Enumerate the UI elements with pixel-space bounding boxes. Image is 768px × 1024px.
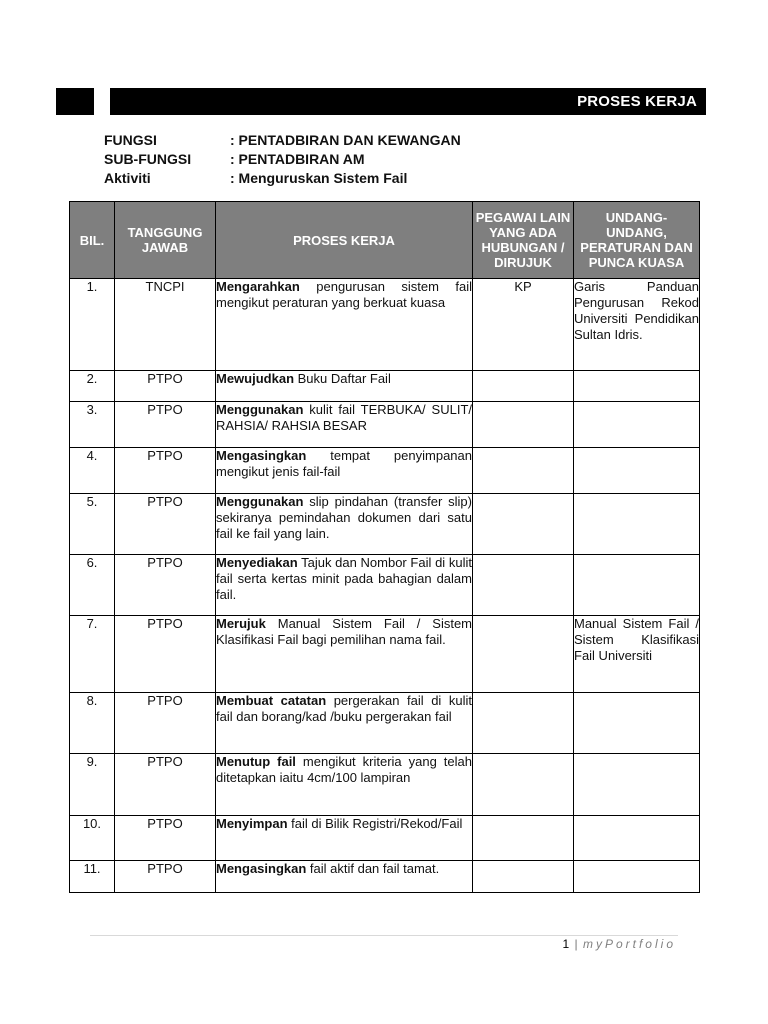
- action-detail: kulit fail TERBUKA/ SULIT/ RAHSIA/ RAHSIA BESAR: [216, 402, 472, 433]
- action-verb: Menggunakan: [216, 494, 304, 509]
- table-row: [70, 861, 700, 893]
- cell-tanggung-jawab: PTPO: [115, 861, 216, 893]
- action-detail: Buku Daftar Fail: [294, 371, 391, 386]
- table-row: [70, 494, 700, 555]
- action-verb: Menyimpan: [216, 816, 288, 831]
- cell-undang-undang: [574, 555, 700, 616]
- table-header-row: [70, 202, 700, 279]
- action-verb: Mengasingkan: [216, 448, 307, 463]
- page-title: PROSES KERJA: [577, 93, 697, 110]
- cell-undang-undang: [574, 754, 700, 816]
- action-verb: Mengarahkan: [216, 279, 300, 294]
- cell-tanggung-jawab: PTPO: [115, 555, 216, 616]
- cell-pegawai: [473, 616, 574, 693]
- cell-pegawai: [473, 693, 574, 754]
- cell-bil: 8.: [70, 693, 115, 754]
- cell-proses-kerja: [216, 754, 473, 816]
- cell-undang-undang: [574, 693, 700, 754]
- cell-pegawai: [473, 402, 574, 448]
- cell-bil: 1.: [70, 279, 115, 371]
- cell-pegawai: [473, 861, 574, 893]
- cell-undang-undang: [574, 448, 700, 494]
- action-verb: Menggunakan: [216, 402, 304, 417]
- cell-bil: 10.: [70, 816, 115, 861]
- cell-undang-undang: [574, 494, 700, 555]
- cell-bil: 6.: [70, 555, 115, 616]
- cell-pegawai: [473, 816, 574, 861]
- action-detail: pergerakan fail di kulit fail dan borang/kad /buku pergerakan fail: [216, 693, 472, 724]
- cell-pegawai: [473, 754, 574, 816]
- action-verb: Menutup fail: [216, 754, 296, 769]
- page-number: 1: [562, 937, 570, 951]
- table-row: [70, 754, 700, 816]
- cell-undang-undang: [574, 861, 700, 893]
- header-proses-kerja: PROSES KERJA: [216, 202, 473, 279]
- action-verb: Merujuk: [216, 616, 266, 631]
- cell-pegawai: [473, 555, 574, 616]
- cell-bil: 2.: [70, 371, 115, 402]
- header-tanggung-jawab: TANGGUNG JAWAB: [115, 202, 216, 279]
- cell-proses-kerja: [216, 494, 473, 555]
- action-detail: tempat penyimpanan mengikut jenis fail-fail: [216, 448, 472, 479]
- cell-tanggung-jawab: PTPO: [115, 371, 216, 402]
- meta-value: : PENTADBIRAN DAN KEWANGAN: [230, 132, 461, 148]
- action-detail: pengurusan sistem fail mengikut peraturan yang berkuat kuasa: [216, 279, 472, 310]
- meta-row-aktiviti: [104, 169, 461, 188]
- cell-proses-kerja: [216, 448, 473, 494]
- action-detail: slip pindahan (transfer slip) sekiranya pemindahan dokumen dari satu fail ke fail yang lain.: [216, 494, 472, 541]
- action-detail: mengikut kriteria yang telah ditetapkan iaitu 4cm/100 lampiran: [216, 754, 472, 785]
- meta-key: Aktiviti: [104, 170, 151, 186]
- header-undang-undang: UNDANG-UNDANG, PERATURAN DAN PUNCA KUASA: [574, 202, 700, 279]
- cell-pegawai: [473, 494, 574, 555]
- process-table: [69, 201, 700, 893]
- table-row: [70, 402, 700, 448]
- table-row: [70, 371, 700, 402]
- meta-value: : Menguruskan Sistem Fail: [230, 170, 408, 186]
- footer-separator: |: [574, 937, 578, 951]
- cell-undang-undang: [574, 816, 700, 861]
- cell-bil: 11.: [70, 861, 115, 893]
- cell-pegawai: [473, 448, 574, 494]
- cell-proses-kerja: [216, 402, 473, 448]
- corner-block: [56, 88, 94, 115]
- meta-key: FUNGSI: [104, 132, 157, 148]
- cell-tanggung-jawab: PTPO: [115, 816, 216, 861]
- meta-row-fungsi: [104, 131, 461, 150]
- action-detail: fail aktif dan fail tamat.: [306, 861, 440, 876]
- cell-bil: 5.: [70, 494, 115, 555]
- cell-proses-kerja: [216, 616, 473, 693]
- cell-bil: 4.: [70, 448, 115, 494]
- table-row: [70, 279, 700, 371]
- cell-tanggung-jawab: TNCPI: [115, 279, 216, 371]
- page-header-bar: [110, 88, 706, 115]
- cell-undang-undang: Manual Sistem Fail / Sistem Klasifikasi Fail Universiti: [574, 616, 700, 693]
- document-meta: [104, 131, 461, 188]
- cell-undang-undang: Garis Panduan Pengurusan Rekod Universiti Pendidikan Sultan Idris.: [574, 279, 700, 371]
- action-detail: fail di Bilik Registri/Rekod/Fail: [287, 816, 463, 831]
- action-detail: Tajuk dan Nombor Fail di kulit fail serta kertas minit pada bahagian dalam fail.: [216, 555, 472, 602]
- action-verb: Menyediakan: [216, 555, 298, 570]
- table-row: [70, 816, 700, 861]
- cell-tanggung-jawab: PTPO: [115, 402, 216, 448]
- cell-tanggung-jawab: PTPO: [115, 616, 216, 693]
- cell-tanggung-jawab: PTPO: [115, 494, 216, 555]
- cell-proses-kerja: [216, 861, 473, 893]
- cell-tanggung-jawab: PTPO: [115, 448, 216, 494]
- meta-row-sub-fungsi: [104, 150, 461, 169]
- cell-proses-kerja: [216, 279, 473, 371]
- cell-undang-undang: [574, 371, 700, 402]
- header-bil: BIL.: [70, 202, 115, 279]
- cell-bil: 3.: [70, 402, 115, 448]
- cell-proses-kerja: [216, 371, 473, 402]
- action-detail: Manual Sistem Fail / Sistem Klasifikasi Fail bagi pemilihan nama fail.: [216, 616, 472, 647]
- cell-proses-kerja: [216, 816, 473, 861]
- cell-tanggung-jawab: PTPO: [115, 754, 216, 816]
- cell-proses-kerja: [216, 693, 473, 754]
- action-verb: Mewujudkan: [216, 371, 295, 386]
- cell-bil: 7.: [70, 616, 115, 693]
- table-row: [70, 616, 700, 693]
- footer-brand: myPortfolio: [582, 937, 676, 951]
- action-verb: Membuat catatan: [216, 693, 327, 708]
- cell-pegawai: KP: [473, 279, 574, 371]
- cell-bil: 9.: [70, 754, 115, 816]
- cell-pegawai: [473, 371, 574, 402]
- header-pegawai: PEGAWAI LAIN YANG ADA HUBUNGAN / DIRUJUK: [473, 202, 574, 279]
- action-verb: Mengasingkan: [216, 861, 307, 876]
- cell-proses-kerja: [216, 555, 473, 616]
- meta-key: SUB-FUNGSI: [104, 151, 192, 167]
- cell-tanggung-jawab: PTPO: [115, 693, 216, 754]
- table-row: [70, 555, 700, 616]
- cell-undang-undang: [574, 402, 700, 448]
- table-row: [70, 693, 700, 754]
- page-footer: [562, 937, 676, 951]
- table-row: [70, 448, 700, 494]
- footer-divider: [90, 935, 678, 936]
- meta-value: : PENTADBIRAN AM: [230, 151, 365, 167]
